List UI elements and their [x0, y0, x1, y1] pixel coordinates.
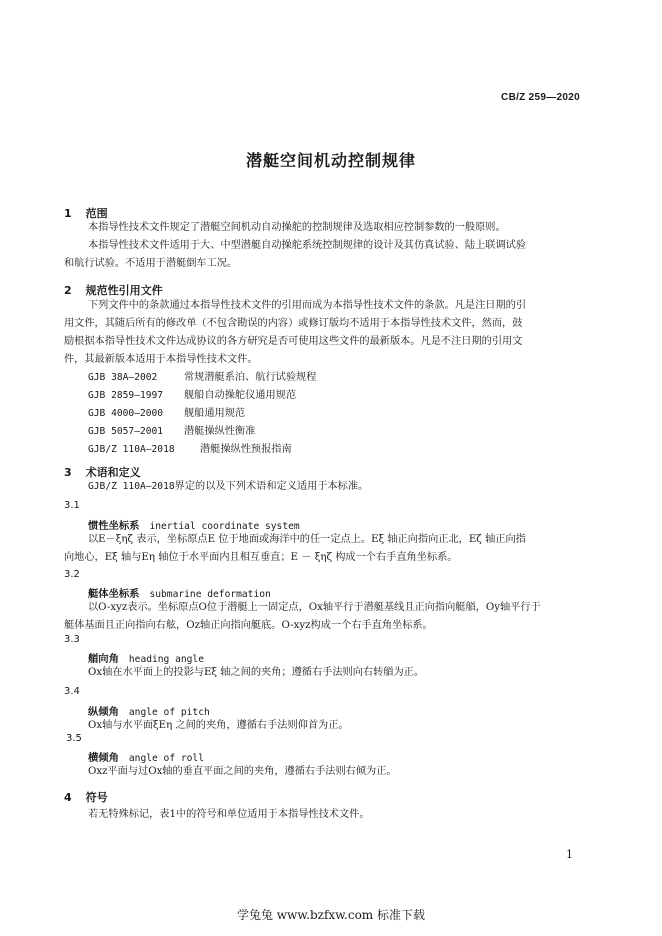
- reference-name: 潜艇操纵性衡准: [184, 426, 256, 437]
- section-2-heading: [64, 282, 163, 298]
- paragraph: 若无特殊标记，表1中的符号和单位适用于本指导性技术文件。: [88, 809, 370, 820]
- term-chinese: 惯性坐标系: [88, 520, 140, 532]
- section-title: 规范性引用文件: [85, 284, 163, 297]
- section-title: 符号: [85, 791, 108, 804]
- reference-item: [88, 423, 255, 441]
- paragraph: 本指导性技术文件规定了潜艇空间机动自动操舵的控制规律及选取相应控制参数的一般原则。: [88, 222, 506, 233]
- section-title: 术语和定义: [85, 466, 141, 479]
- term-definition: 以O-xyz表示。坐标原点O位于潜艇上一固定点，Ox轴平行于潜艇基线且正向指向艇艏，Oy轴平行于: [88, 602, 541, 613]
- section-title: 范围: [85, 207, 108, 220]
- paragraph: 励根据本指导性技术文件达成协议的各方研究是否可使用这些文件的最新版本。凡是不注日期的引用文: [64, 336, 523, 347]
- intro-text: 界定的以及下列术语和定义适用于本标准。: [174, 481, 369, 492]
- paragraph: [88, 478, 368, 496]
- term-number: 3.3: [64, 634, 80, 645]
- footer-watermark: 学兔兔 www.bzfxw.com 标准下载: [236, 908, 426, 922]
- section-4-heading: [64, 789, 108, 805]
- term-heading: [88, 650, 204, 665]
- term-definition: 以E－ξηζ 表示，坐标原点E 位于地面或海洋中的任一定点上。Eξ 轴正向指向正北，Eζ 轴正向指: [88, 534, 526, 545]
- term-definition: Oxz平面与过Ox轴的垂直平面之间的夹角，遵循右手法则右倾为正。: [88, 766, 397, 777]
- term-english: angle of roll: [128, 753, 204, 764]
- reference-name: 潜艇操纵性预报指南: [200, 444, 292, 455]
- paragraph: 下列文件中的条款通过本指导性技术文件的引用而成为本指导性技术文件的条款。凡是注日期的引: [88, 300, 527, 311]
- reference-item: [88, 369, 316, 387]
- reference-code: GJB 5057—2001: [88, 426, 164, 437]
- term-number: 3.2: [64, 569, 80, 580]
- reference-code: GJB 38A—2002: [88, 372, 158, 383]
- reference-code: GJB/Z 110A—2018: [88, 481, 175, 492]
- term-definition: Ox轴与水平面ξEη 之间的夹角，遵循右手法则仰首为正。: [88, 720, 349, 731]
- reference-item: [88, 405, 245, 423]
- term-definition: 艇体基面且正向指向右舷，Oz轴正向指向艇底。O-xyz构成一个右手直角坐标系。: [64, 620, 433, 631]
- section-number: 3: [64, 466, 72, 479]
- term-chinese: 纵倾角: [88, 706, 119, 718]
- reference-name: 舰船自动操舵仪通用规范: [184, 390, 297, 401]
- term-definition: Ox轴在水平面上的投影与Eξ 轴之间的夹角；遵循右手法则向右转艏为正。: [88, 667, 425, 678]
- reference-item: [88, 387, 296, 405]
- term-chinese: 艏向角: [88, 653, 119, 665]
- reference-name: 舰船通用规范: [184, 408, 246, 419]
- term-chinese: 艇体坐标系: [88, 588, 140, 600]
- document-number: CB/Z 259—2020: [501, 92, 580, 103]
- term-definition: 向地心，Eξ 轴与Eη 轴位于水平面内且相互垂直；E － ξηζ 构成一个右手直角坐标系。: [64, 552, 458, 563]
- term-heading: [88, 703, 210, 718]
- reference-code: GJB 4000—2000: [88, 408, 164, 419]
- paragraph: 和航行试验。不适用于潜艇倒车工况。: [64, 258, 238, 269]
- term-english: angle of pitch: [128, 707, 210, 718]
- term-heading: [88, 585, 271, 600]
- paragraph: 用文件，其随后所有的修改单（不包含勘误的内容）或修订版均不适用于本指导性技术文件，然而，鼓: [64, 318, 523, 329]
- term-english: heading angle: [128, 654, 204, 665]
- reference-name: 常规潜艇系泊、航行试验规程: [184, 372, 317, 383]
- term-number: 3.1: [64, 500, 80, 511]
- term-english: submarine deformation: [149, 589, 271, 600]
- term-number: 3.4: [64, 686, 80, 697]
- section-number: 4: [64, 791, 72, 804]
- section-number: 2: [64, 284, 72, 297]
- term-heading: [88, 517, 300, 532]
- term-heading: [88, 749, 204, 764]
- reference-code: GJB/Z 110A—2018: [88, 444, 175, 455]
- reference-code: GJB 2859—1997: [88, 390, 164, 401]
- paragraph: 件，其最新版本适用于本指导性技术文件。: [64, 354, 258, 365]
- term-number: 3.5: [66, 733, 82, 744]
- paragraph: 本指导性技术文件适用于大、中型潜艇自动操舵系统控制规律的设计及其仿真试验、陆上联调试验: [88, 240, 527, 251]
- term-chinese: 横倾角: [88, 752, 119, 764]
- document-title: 潜艇空间机动控制规律: [245, 151, 416, 170]
- term-english: inertial coordinate system: [149, 521, 300, 532]
- section-number: 1: [64, 207, 72, 220]
- reference-item: [88, 441, 292, 459]
- page-number: 1: [566, 848, 573, 861]
